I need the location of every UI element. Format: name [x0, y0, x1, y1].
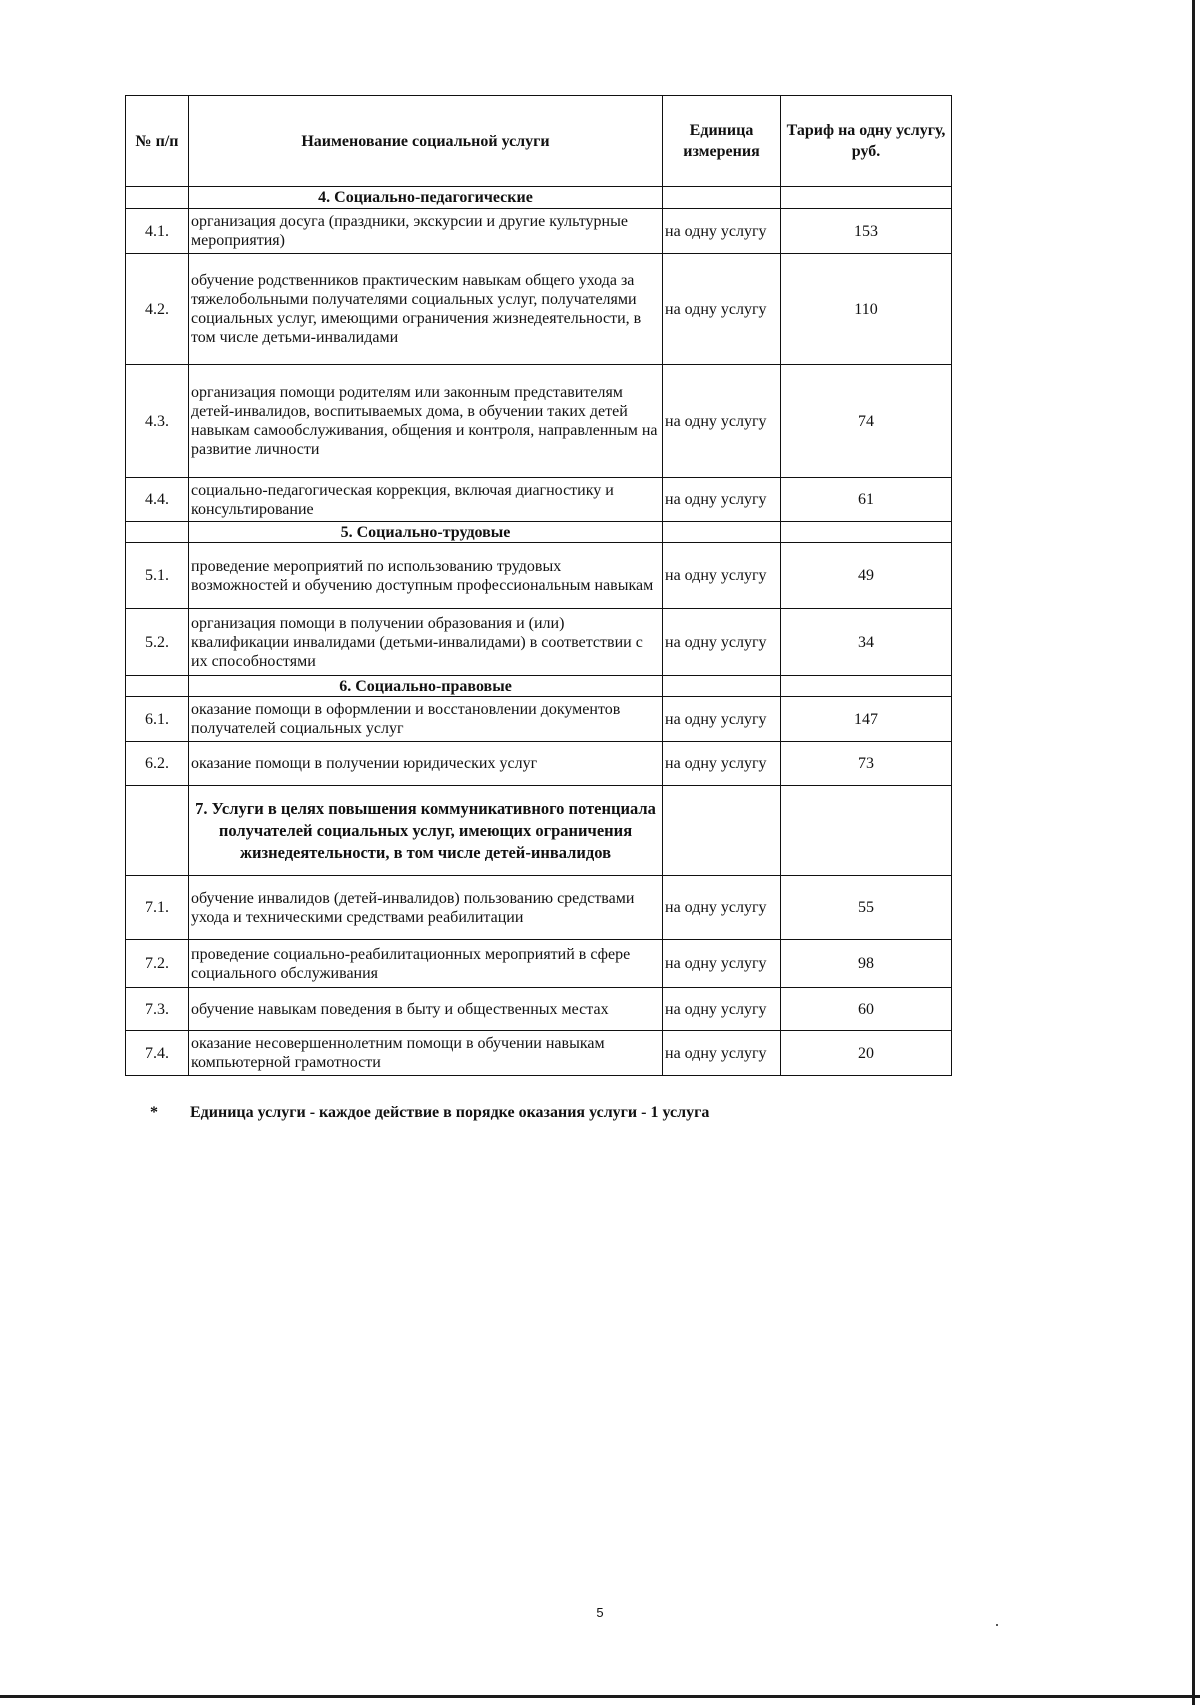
section-title: 4. Социально-педагогические	[189, 187, 663, 209]
row-num: 7.2.	[126, 940, 189, 988]
row-name: обучение родственников практическим навыкам общего ухода за тяжелобольными получателями социальных услуг, получателями социальных услуг, имеющими ограничения жизнедеятельности, в том числе детьми-инвалидами	[189, 254, 663, 365]
table-row	[126, 254, 952, 365]
row-num: 5.1.	[126, 543, 189, 609]
row-unit: на одну услугу	[663, 988, 781, 1031]
row-name: проведение социально-реабилитационных мероприятий в сфере социального обслуживания	[189, 940, 663, 988]
scan-border-bottom	[0, 1695, 1200, 1698]
row-unit: на одну услугу	[663, 742, 781, 786]
row-num: 7.3.	[126, 988, 189, 1031]
row-num: 4.3.	[126, 365, 189, 478]
row-unit: на одну услугу	[663, 478, 781, 522]
footnote	[150, 1104, 1050, 1122]
section-title: 7. Услуги в целях повышения коммуникативного потенциала получателей социальных услуг, имеющих ограничения жизнедеятельности, в том числе детей-инвалидов	[189, 786, 663, 876]
scan-border-right	[1192, 0, 1195, 1705]
row-unit: на одну услугу	[663, 209, 781, 254]
row-tariff: 153	[781, 209, 952, 254]
header-tariff: Тариф на одну услугу, руб.	[781, 96, 952, 187]
table-row	[126, 876, 952, 940]
row-name: обучение инвалидов (детей-инвалидов) пользованию средствами ухода и техническими средствами реабилитации	[189, 876, 663, 940]
row-num: 5.2.	[126, 609, 189, 676]
row-unit: на одну услугу	[663, 1031, 781, 1076]
row-tariff: 49	[781, 543, 952, 609]
table-row	[126, 209, 952, 254]
row-num: 6.2.	[126, 742, 189, 786]
row-tariff: 98	[781, 940, 952, 988]
header-unit: Единица измерения	[663, 96, 781, 187]
row-tariff: 60	[781, 988, 952, 1031]
table-row	[126, 543, 952, 609]
row-name: обучение навыкам поведения в быту и общественных местах	[189, 988, 663, 1031]
table-row	[126, 940, 952, 988]
row-name: оказание несовершеннолетним помощи в обучении навыкам компьютерной грамотности	[189, 1031, 663, 1076]
table-row	[126, 478, 952, 522]
row-name: оказание помощи в оформлении и восстановлении документов получателей социальных услуг	[189, 697, 663, 742]
row-unit: на одну услугу	[663, 940, 781, 988]
section-row	[126, 676, 952, 697]
row-tariff: 34	[781, 609, 952, 676]
row-num: 4.4.	[126, 478, 189, 522]
page-number: 5	[596, 1605, 604, 1620]
row-name: организация помощи родителям или законным представителям детей-инвалидов, воспитываемых дома, в обучении таких детей навыкам самообслуживания, общения и контроля, направленным на развитие личности	[189, 365, 663, 478]
section-row	[126, 187, 952, 209]
table-row	[126, 742, 952, 786]
row-unit: на одну услугу	[663, 876, 781, 940]
footnote-mark: *	[150, 1104, 158, 1121]
row-tariff: 61	[781, 478, 952, 522]
row-unit: на одну услугу	[663, 365, 781, 478]
row-tariff: 110	[781, 254, 952, 365]
table-row	[126, 1031, 952, 1076]
row-name: организация досуга (праздники, экскурсии и другие культурные мероприятия)	[189, 209, 663, 254]
table-row	[126, 988, 952, 1031]
scan-speck	[996, 1624, 998, 1626]
row-unit: на одну услугу	[663, 697, 781, 742]
row-unit: на одну услугу	[663, 609, 781, 676]
tariff-table	[125, 95, 952, 1076]
header-name: Наименование социальной услуги	[189, 96, 663, 187]
section-row	[126, 786, 952, 876]
row-name: проведение мероприятий по использованию трудовых возможностей и обучению доступным профессиональным навыкам	[189, 543, 663, 609]
table-row	[126, 365, 952, 478]
row-num: 7.4.	[126, 1031, 189, 1076]
header-num: № п/п	[126, 96, 189, 187]
row-name: оказание помощи в получении юридических услуг	[189, 742, 663, 786]
row-tariff: 55	[781, 876, 952, 940]
row-tariff: 74	[781, 365, 952, 478]
row-tariff: 147	[781, 697, 952, 742]
row-num: 6.1.	[126, 697, 189, 742]
table-header-row	[126, 96, 952, 187]
row-name: социально-педагогическая коррекция, включая диагностику и консультирование	[189, 478, 663, 522]
row-num: 4.2.	[126, 254, 189, 365]
footnote-text: Единица услуги - каждое действие в порядке оказания услуги - 1 услуга	[190, 1104, 710, 1121]
row-tariff: 20	[781, 1031, 952, 1076]
row-tariff: 73	[781, 742, 952, 786]
table-row	[126, 609, 952, 676]
row-num: 7.1.	[126, 876, 189, 940]
section-title: 5. Социально-трудовые	[189, 522, 663, 543]
section-row	[126, 522, 952, 543]
section-title: 6. Социально-правовые	[189, 676, 663, 697]
row-unit: на одну услугу	[663, 254, 781, 365]
row-num: 4.1.	[126, 209, 189, 254]
row-unit: на одну услугу	[663, 543, 781, 609]
table-row	[126, 697, 952, 742]
row-name: организация помощи в получении образования и (или) квалификации инвалидами (детьми-инвалидами) в соответствии с их способностями	[189, 609, 663, 676]
